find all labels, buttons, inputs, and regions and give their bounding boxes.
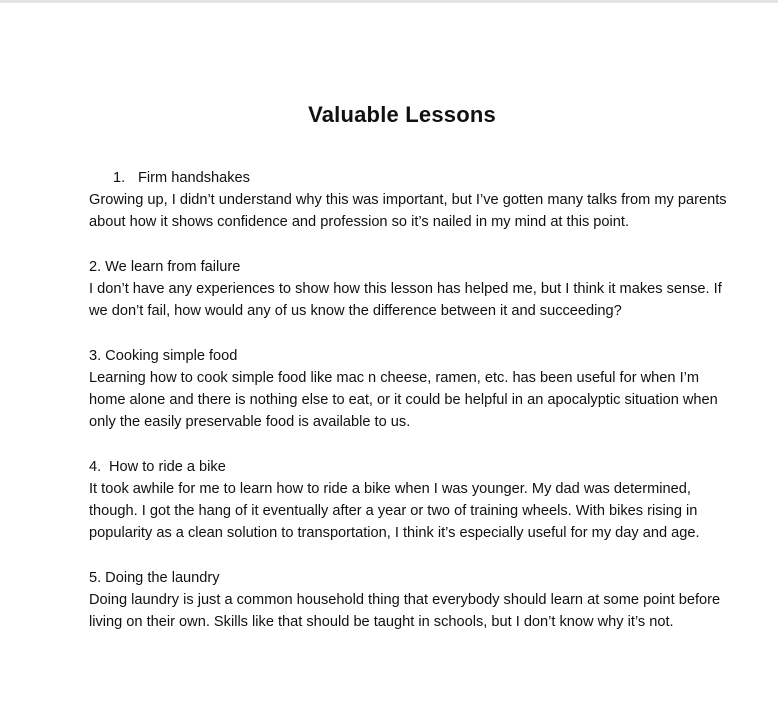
lesson-text: It took awhile for me to learn how to ride a bike when I was younger. My dad was determined, though. I got the hang of it eventually after a year or two of training wheels. With bikes rising in popularity as a clean solution to transportation, I think it’s especially useful for my day and age. [89,480,700,542]
lesson-1 [89,167,729,234]
lesson-text: Doing laundry is just a common household thing that everybody should learn at some point before living on their own. Skills like that should be taught in schools, but I don’t know why it’s not. [89,591,721,630]
lesson-heading [89,567,729,589]
lesson-text: I don’t have any experiences to show how this lesson has helped me, but I think it makes sense. If we don’t fail, how would any of us know the difference between it and succeeding? [89,281,722,320]
lesson-number: 4. [89,458,102,475]
lesson-number: 5. [89,569,102,586]
lesson-title: Firm handshakes [138,170,250,186]
lesson-text: Learning how to cook simple food like mac n cheese, ramen, etc. has been useful for when I’m home alone and there is nothing else to eat, or it could be helpful in an apocalyptic situation when only the easily preservable food is available to us. [89,369,718,431]
lesson-heading [89,256,729,278]
document-body [89,167,729,655]
page-title: Valuable Lessons [308,102,496,127]
lesson-2 [89,256,729,323]
lesson-4 [89,456,729,545]
lesson-number: 1. [113,170,126,186]
lesson-5 [89,567,729,634]
lesson-number: 2. [89,258,102,275]
lesson-number: 3. [89,347,102,364]
lesson-heading [89,345,729,367]
lesson-title: Doing the laundry [105,569,220,586]
lesson-text: Growing up, I didn’t understand why this was important, but I’ve gotten many talks from my parents about how it shows confidence and profession so it’s nailed in my mind at this point. [89,192,727,231]
lesson-title: How to ride a bike [109,458,226,475]
lesson-3 [89,345,729,434]
lesson-title: Cooking simple food [105,347,238,364]
lesson-heading [89,167,729,189]
lesson-heading [89,456,729,478]
lesson-title: We learn from failure [105,258,241,275]
